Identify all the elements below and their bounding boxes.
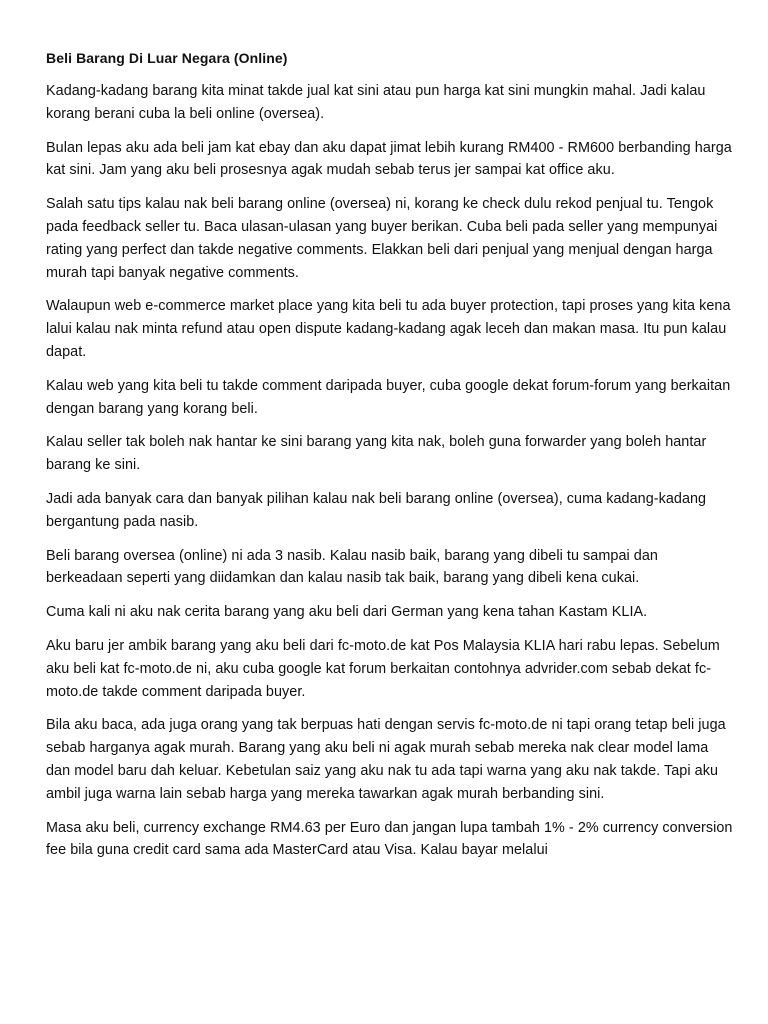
paragraph-9: Cuma kali ni aku nak cerita barang yang aku beli dari German yang kena tahan Kastam KLIA. xyxy=(46,604,648,621)
paragraph-1: Kadang-kadang barang kita minat takde jual kat sini atau pun harga kat sini mungkin mahal. Jadi kalau korang berani cuba la beli online (oversea). xyxy=(46,83,706,122)
paragraph-6: Kalau seller tak boleh nak hantar ke sini barang yang kita nak, boleh guna forwarder yang boleh hantar barang ke sini. xyxy=(46,434,707,474)
document-page xyxy=(46,48,736,873)
paragraph-10: Aku baru jer ambik barang yang aku beli dari fc-moto.de kat Pos Malaysia KLIA hari rabu lepas. Sebelum aku beli kat fc-moto.de ni, aku cuba google kat forum berkaitan contohnya advrider.com sebab dekat fc-moto.de takde comment daripada buyer. xyxy=(46,637,720,700)
paragraph-4: Walaupun web e-commerce market place yang kita beli tu ada buyer protection, tapi proses yang kita kena lalui kalau nak minta refund atau open dispute kadang-kadang agak leceh dan makan masa. Itu pun kalau dapat. xyxy=(46,298,731,360)
document-title: Beli Barang Di Luar Negara (Online) xyxy=(46,50,288,66)
paragraph-12: Masa aku beli, currency exchange RM4.63 per Euro dan jangan lupa tambah 1% - 2% currency conversion fee bila guna credit card sama ada MasterCard atau Visa. Kalau bayar melalui xyxy=(46,819,733,859)
paragraph-3: Salah satu tips kalau nak beli barang online (oversea) ni, korang ke check dulu rekod penjual tu. Tengok pada feedback seller tu. Baca ulasan-ulasan yang buyer berikan. Cuba beli pada seller yang mempunyai rating yang perfect dan takde negative comments. Elakkan beli dari penjual yang menjual dengan harga murah tapi banyak negative comments. xyxy=(46,196,718,281)
paragraph-11: Bila aku baca, ada juga orang yang tak berpuas hati dengan servis fc-moto.de ni tapi orang tetap beli juga sebab harganya agak murah. Barang yang aku beli ni agak murah sebab mereka nak clear model lama dan model baru dah keluar. Kebetulan saiz yang aku nak tu ada tapi warna yang aku nak takde. Tapi aku ambil juga warna lain sebab harga yang mereka tawarkan agak murah berbanding sini. xyxy=(46,717,726,802)
paragraph-7: Jadi ada banyak cara dan banyak pilihan kalau nak beli barang online (oversea), cuma kadang-kadang bergantung pada nasib. xyxy=(46,490,707,530)
paragraph-5: Kalau web yang kita beli tu takde comment daripada buyer, cuba google dekat forum-forum yang berkaitan dengan barang yang korang beli. xyxy=(46,377,731,417)
paragraph-2: Bulan lepas aku ada beli jam kat ebay dan aku dapat jimat lebih kurang RM400 - RM600 berbanding harga kat sini. Jam yang aku beli prosesnya agak mudah sebab terus jer sampai kat office aku. xyxy=(46,139,732,179)
paragraph-8: Beli barang oversea (online) ni ada 3 nasib. Kalau nasib baik, barang yang dibeli tu sampai dan berkeadaan seperti yang diidamkan dan kalau nasib tak baik, barang yang dibeli kena cukai. xyxy=(46,547,658,587)
